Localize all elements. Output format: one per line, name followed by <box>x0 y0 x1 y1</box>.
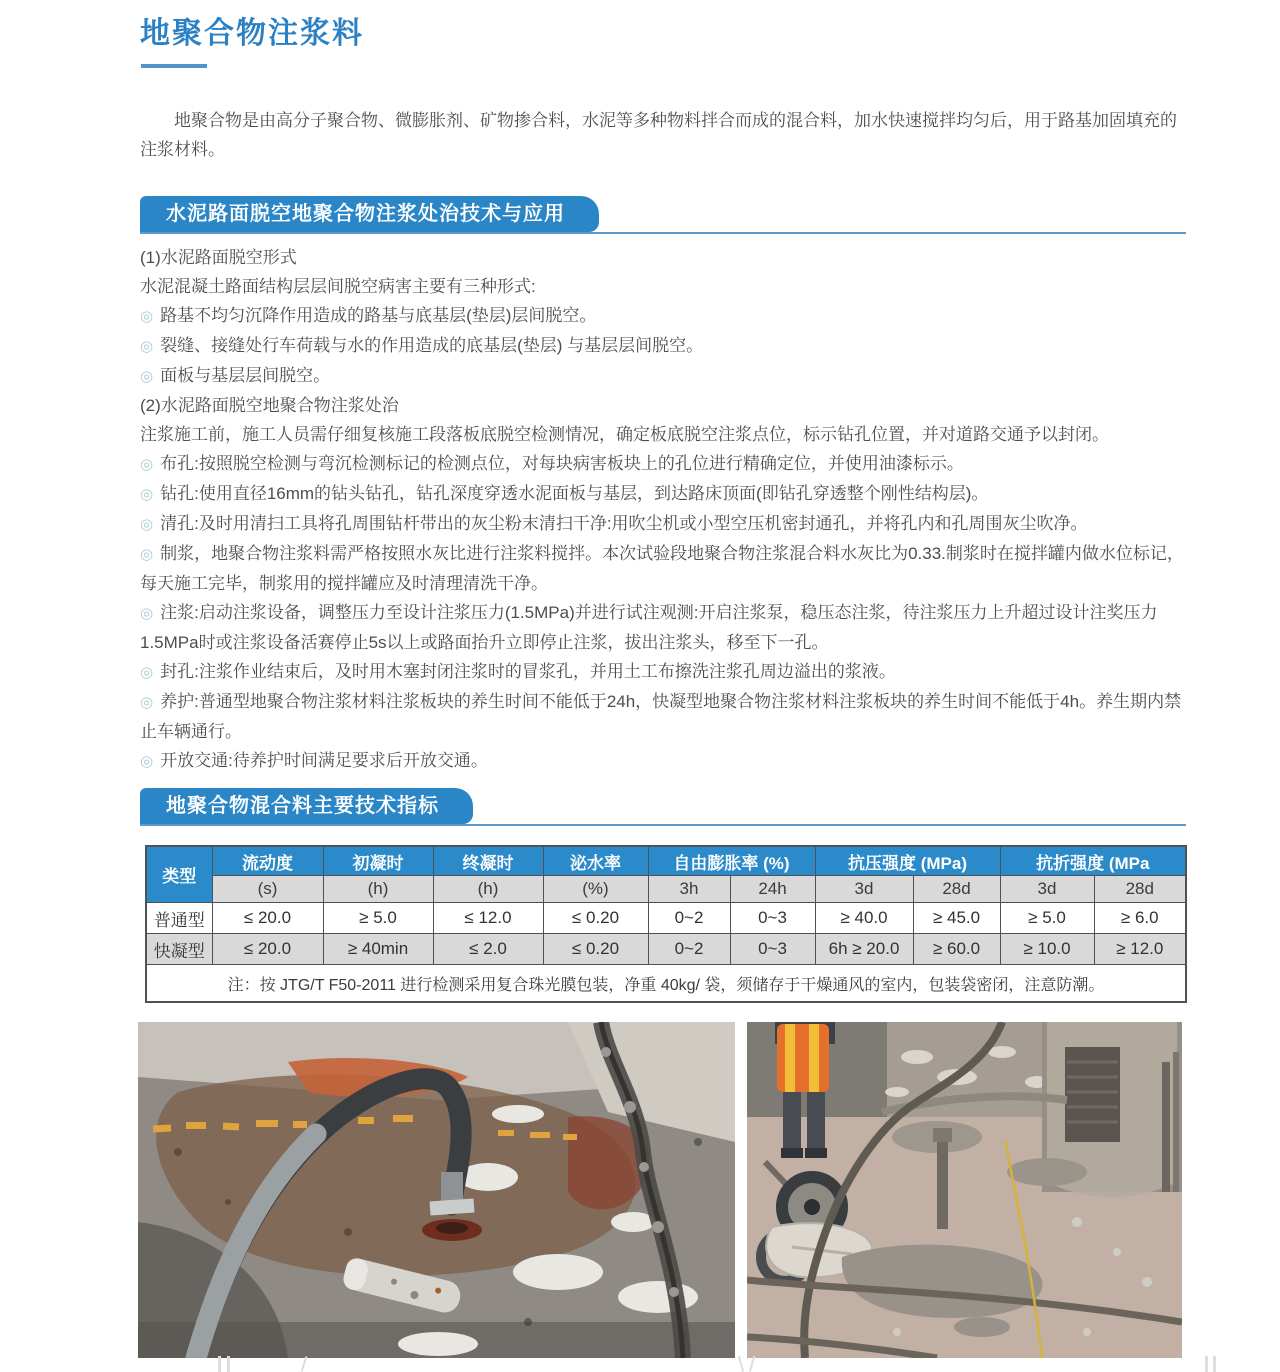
footer-mark <box>218 1356 221 1372</box>
bullet-icon: ◎ <box>140 456 154 473</box>
bullet-icon: ◎ <box>140 605 154 622</box>
table-note: 注：按 JTG/T F50-2011 进行检测采用复合珠光膜包装，净重 40kg/ 袋，须储存于干燥通风的室内，包装袋密闭，注意防潮。 <box>146 965 1186 1003</box>
bullet-icon: ◎ <box>140 664 154 681</box>
value-cell: ≥ 45.0 <box>913 903 1000 934</box>
text-line: 注浆施工前，施工人员需仔细复核施工段落板底脱空检测情况，确定板底脱空注浆点位，标示钻孔位置，并对道路交通予以封闭。 <box>140 425 1109 444</box>
specs-table <box>145 845 1187 1003</box>
unit-cell: (h) <box>433 876 543 903</box>
value-cell: ≤ 2.0 <box>433 934 543 965</box>
bullet-icon: ◎ <box>140 486 154 503</box>
bullet-icon: ◎ <box>140 516 154 533</box>
bullet-icon: ◎ <box>140 546 154 563</box>
header-final-set: 终凝时 <box>433 846 543 876</box>
value-cell: ≥ 10.0 <box>1000 934 1094 965</box>
table-header-row-2 <box>146 876 1186 903</box>
bullet-icon: ◎ <box>140 753 154 770</box>
table-note-row <box>146 965 1186 1003</box>
bullet-icon: ◎ <box>140 694 154 711</box>
value-cell: ≥ 40.0 <box>815 903 913 934</box>
table-header-row-1 <box>146 846 1186 876</box>
header-bleeding: 泌水率 <box>543 846 648 876</box>
unit-cell: (%) <box>543 876 648 903</box>
list-item: ◎ 钻孔:使用直径16mm的钻头钻孔，钻孔深度穿透水泥面板与基层，到达路床顶面(即钻孔穿透整个刚性结构层)。 <box>140 484 989 503</box>
unit-cell: 3d <box>815 876 913 903</box>
photo-grouting-hole-closeup <box>138 1022 735 1358</box>
list-item: ◎ 面板与基层层间脱空。 <box>140 366 331 385</box>
value-cell: ≥ 6.0 <box>1094 903 1186 934</box>
header-flow: 流动度 <box>212 846 323 876</box>
value-cell: ≤ 20.0 <box>212 934 323 965</box>
header-flexural: 抗折强度 (MPa <box>1000 846 1186 876</box>
value-cell: 0~2 <box>648 903 730 934</box>
section-treatment-banner <box>140 196 1186 234</box>
header-compressive: 抗压强度 (MPa) <box>815 846 1000 876</box>
list-item: ◎ 注浆:启动注浆设备，调整压力至设计注浆压力(1.5MPa)并进行试注观测:开启注浆泵，稳压态注浆，待注浆压力上升超过设计注奖压力1.5MPa时或注浆设备活赛停止5s以上或路面抬升立即停止注浆，拔出注浆头，移至下一孔。 <box>140 603 1158 652</box>
text-line: 水泥混凝土路面结构层层间脱空病害主要有三种形式: <box>140 277 536 296</box>
intro-paragraph: 地聚合物是由高分子聚合物、微膨胀剂、矿物掺合料，水泥等多种物料拌合而成的混合料，加水快速搅拌均匀后，用于路基加固填充的注浆材料。 <box>140 111 1177 159</box>
page-title: 地聚合物注浆料 <box>140 17 364 50</box>
text-line: (2)水泥路面脱空地聚合物注浆处治 <box>140 396 399 415</box>
footer-mark <box>301 1356 308 1372</box>
value-cell: ≥ 60.0 <box>913 934 1000 965</box>
unit-cell: 28d <box>913 876 1000 903</box>
section-treatment-heading: 水泥路面脱空地聚合物注浆处治技术与应用 <box>140 196 599 232</box>
list-item: ◎ 路基不均匀沉降作用造成的路基与底基层(垫层)层间脱空。 <box>140 306 597 325</box>
list-item: ◎ 养护:普通型地聚合物注浆材料注浆板块的养生时间不能低于24h，快凝型地聚合物注浆材料注浆板块的养生时间不能低于4h。养生期内禁止车辆通行。 <box>140 692 1182 741</box>
section-specs-heading: 地聚合物混合料主要技术指标 <box>140 788 473 824</box>
footer-mark <box>1205 1356 1208 1372</box>
text-line: (1)水泥路面脱空形式 <box>140 248 297 267</box>
unit-cell: 28d <box>1094 876 1186 903</box>
header-initial-set: 初凝时 <box>323 846 433 876</box>
value-cell: ≥ 12.0 <box>1094 934 1186 965</box>
value-cell: ≤ 20.0 <box>212 903 323 934</box>
header-type: 类型 <box>146 846 212 903</box>
bullet-icon: ◎ <box>140 308 154 325</box>
photo-grouting-hole-illustration <box>138 1022 735 1358</box>
row-type: 普通型 <box>146 903 212 934</box>
value-cell: 0~3 <box>730 903 815 934</box>
value-cell: 0~3 <box>730 934 815 965</box>
unit-cell: 24h <box>730 876 815 903</box>
unit-cell: (s) <box>212 876 323 903</box>
value-cell: ≥ 5.0 <box>1000 903 1094 934</box>
value-cell: ≤ 0.20 <box>543 903 648 934</box>
list-item: ◎ 清孔:及时用清扫工具将孔周围钻杆带出的灰尘粉末清扫干净:用吹尘机或小型空压机密封通孔，并将孔内和孔周围灰尘吹净。 <box>140 514 1088 533</box>
section-specs-banner <box>140 788 1186 826</box>
value-cell: ≥ 40min <box>323 934 433 965</box>
table-row <box>146 934 1186 965</box>
list-item: ◎ 开放交通:待养护时间满足要求后开放交通。 <box>140 751 488 770</box>
value-cell: ≤ 0.20 <box>543 934 648 965</box>
unit-cell: 3d <box>1000 876 1094 903</box>
value-cell: 6h ≥ 20.0 <box>815 934 913 965</box>
list-item: ◎ 裂缝、接缝处行车荷载与水的作用造成的底基层(垫层) 与基层层间脱空。 <box>140 336 704 355</box>
title-underline <box>141 64 207 68</box>
footer-mark <box>1213 1356 1216 1372</box>
table-row <box>146 903 1186 934</box>
footer-mark <box>738 1356 744 1372</box>
header-free-expansion: 自由膨胀率 (%) <box>648 846 815 876</box>
footer-mark <box>749 1356 755 1372</box>
treatment-body <box>140 243 1188 776</box>
photo-grouting-site <box>747 1022 1182 1358</box>
bullet-icon: ◎ <box>140 368 154 385</box>
photo-grouting-site-illustration <box>747 1022 1182 1358</box>
list-item: ◎ 布孔:按照脱空检测与弯沉检测标记的检测点位，对每块病害板块上的孔位进行精确定位，并使用油漆标示。 <box>140 454 964 473</box>
list-item: ◎ 制浆，地聚合物注浆料需严格按照水灰比进行注浆料搅拌。本次试验段地聚合物注浆混合料水灰比为0.33.制浆时在搅拌罐内做水位标记，每天施工完毕，制浆用的搅拌罐应及时清理清洗干净。 <box>140 544 1184 593</box>
bullet-icon: ◎ <box>140 338 154 355</box>
list-item: ◎ 封孔:注浆作业结束后，及时用木塞封闭注浆时的冒浆孔，并用土工布擦洗注浆孔周边溢出的浆液。 <box>140 662 896 681</box>
value-cell: ≥ 5.0 <box>323 903 433 934</box>
unit-cell: 3h <box>648 876 730 903</box>
footer-mark <box>227 1356 230 1372</box>
unit-cell: (h) <box>323 876 433 903</box>
value-cell: 0~2 <box>648 934 730 965</box>
value-cell: ≤ 12.0 <box>433 903 543 934</box>
row-type: 快凝型 <box>146 934 212 965</box>
